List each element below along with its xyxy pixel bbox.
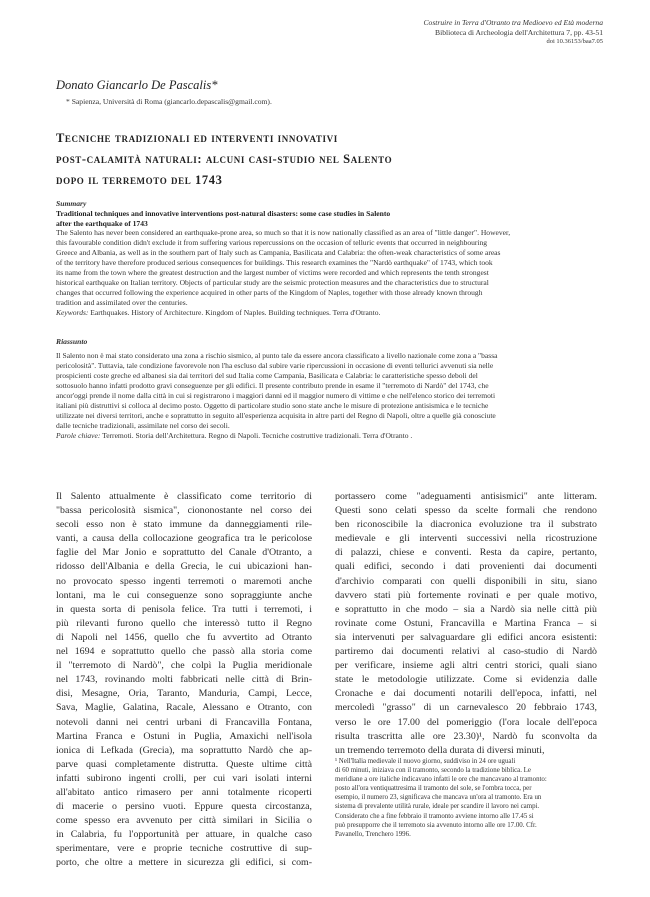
- body-line: disi, Mesagne, Oria, Taranto, Manduria, Campi, Lecce,: [56, 688, 312, 700]
- riassunto-line: Il Salento non è mai stato considerato una zona a rischio sismico, al punto tale da essere ancora classificato a livello nazionale come zona a "bassa: [56, 351, 498, 360]
- body-line: "bassa pericolosità sismica", ciononostante nel corso dei: [56, 505, 312, 517]
- author-name: Donato Giancarlo De Pascalis*: [56, 78, 218, 92]
- summary-line: this favourable condition didn't exclude it from suffering various repercussions on the occasion of telluric events that occurred in neighbouring: [56, 237, 488, 247]
- body-line: per verificare, insieme agli altri centri storici, quali siano: [335, 660, 597, 672]
- keywords-text: Earthquakes. History of Architecture. Kingdom of Naples. Building techniques. Terra d'Otranto.: [88, 307, 381, 317]
- body-line: ben riconoscibile la diacronica evoluzione tra il substrato: [335, 519, 597, 531]
- running-header: [423, 18, 603, 47]
- body-line: faglie del Mar Jonio e soprattutto del Canale d'Otranto, a: [56, 547, 312, 559]
- body-line: rovinate come Ostuni, Francavilla e Martina Franca – si: [335, 617, 597, 629]
- title-line: post-calamità naturali: alcuni casi-studio nel Salento: [56, 152, 393, 166]
- footnote-line: Pavanello, Trenchero 1996.: [335, 830, 411, 838]
- body-line: infatti subirono ingenti crolli, per cui vari isolati interni: [56, 772, 312, 784]
- body-line: portassero come "adeguamenti antisismici" ante litteram.: [335, 491, 597, 502]
- body-line: ridosso dell'Albania e della Grecia, le cui ubicazioni han-: [56, 561, 312, 573]
- body-line: di Napoli nel 1456, quello che fu avvertito ad Otranto: [56, 631, 312, 643]
- body-line: nel 1743, rovinando molti fabbricati nelle città di Brin-: [56, 674, 312, 686]
- body-line: porto, che oltre a mettere in sicurezza gli edifici, si com-: [56, 857, 312, 869]
- footnote-line: sistema di prevalente utilità rurale, ideale per scandire il lavoro nei campi.: [335, 803, 540, 811]
- body-line: risulta trascritta alle ore 23.30)¹, Nardò fu sconvolta da: [335, 730, 597, 742]
- footnote-line: posto all'ora ventiquattresima il tramonto del sole, se l'ombra tocca, per: [335, 785, 532, 793]
- body-line: Sava, Maglie, Galatina, Racale, Alessano e Otranto, con: [56, 702, 312, 714]
- body-line: d'archivio comparati con quelli disponibili in situ, siano: [335, 575, 597, 587]
- footnote-line: esempio, il numero 23, significava che mancava un'ora al tramonto. Era un: [335, 794, 542, 802]
- author-affiliation: * Sapienza, Università di Roma (giancarlo.depascalis@gmail.com).: [66, 97, 272, 106]
- body-line: più rilevanti furono quello che interessò tutto il Regno: [56, 617, 312, 629]
- summary-line: Greece and Albania, as well as in the southern part of Italy such as Campania, Basilicata and Calabria: the often-weak characteristics of some areas: [56, 247, 501, 257]
- footnote-line: può presupporre che il terremoto sia avvenuto intorno alle ore 17.00. Cfr.: [335, 821, 537, 829]
- summary-keywords: [56, 308, 596, 318]
- body-line: secoli esso non è stato immune da danneggiamenti rile-: [56, 519, 312, 531]
- body-line: lontani, ma le cui conseguenze sono sopraggiunte anche: [56, 589, 312, 601]
- body-line: state le metodologie utilizzate. Come si evidenzia dalle: [335, 674, 597, 686]
- summary-line: changes that occurred following the experience acquired in other parts of the Kingdom of Naples, together with those already known through: [56, 287, 483, 297]
- body-line: il "terremoto di Nardò", che colpì la Puglia meridionale: [56, 660, 312, 672]
- summary-line: historical earthquake on Italian territory. Objects of particular study are the seismic protection measures and the characteristics due to structural: [56, 277, 489, 287]
- body-line: nel 1694 e soprattutto quello che passò alla storia come: [56, 646, 312, 658]
- body-line: davvero stati più fortemente rovinati e per quale motivo,: [335, 589, 597, 601]
- parole-chiave-text: Terremoti. Storia dell'Architettura. Regno di Napoli. Tecniche costruttive tradizionali. Terra d'Otranto .: [100, 430, 413, 440]
- body-line: di macerie o persino vuoti. Eppure questa circostanza,: [56, 801, 312, 813]
- riassunto-line: sottosuolo hanno infatti prodotto gravi conseguenze per gli edifici. Il presente contributo prende in esame il "terremoto di Nardò" del 1743, che: [56, 380, 489, 390]
- body-line: sperimentare, vere e proprie tecniche costruttive di sup-: [56, 843, 312, 855]
- summary-line: tradition and assimilated over the centuries.: [56, 297, 188, 307]
- riassunto-line: pericolosità". Tuttavia, tale condizione favorevole non l'ha escluso dal subire varie ripercussioni in occasione di eventi tellurici avvenuti sia nelle: [56, 360, 494, 370]
- riassunto-line: prospicienti coste greche ed albanesi sia dai territori del sud Italia come Campania, Basilicata e Calabria: le caratteristiche spesso deboli del: [56, 370, 478, 380]
- body-line: ionica di Lefkada (Grecia), ma soprattutto Nardò che ap-: [56, 744, 312, 756]
- title-line: dopo il terremoto del 1743: [56, 173, 223, 187]
- riassunto-line: italiani più distruttivi si colloca al decimo posto. Oggetto di particolare studio sono state anche le misure di protezione antisismica e le tecniche: [56, 400, 489, 410]
- body-line: Questi sono celati spesso da scelte formali che rendono: [335, 505, 597, 517]
- summary-line: The Salento has never been considered an earthquake-prone area, so much so that it is now nationally classified as an area of "little danger". However,: [56, 228, 511, 237]
- body-line: quali edifici, secondo i dati provenienti dai documenti: [335, 561, 597, 573]
- article-title: [56, 128, 576, 191]
- summary-heading: Summary: [56, 199, 87, 208]
- body-line: di palazzi, chiese e conventi. Resta da capire, pertanto,: [335, 547, 597, 559]
- summary-title-line: Traditional techniques and innovative interventions post-natural disasters: some case studies in Salento: [56, 209, 391, 218]
- footnote: [335, 757, 597, 839]
- footnote-line: di 60 minuti, iniziava con il tramonto, secondo la tradizione biblica. Le: [335, 767, 531, 775]
- body-line: Il Salento attualmente è classificato come territorio di: [56, 491, 312, 502]
- footnote-line: ¹ Nell'Italia medievale il nuovo giorno, suddiviso in 24 ore uguali: [335, 758, 516, 765]
- body-line: verso le ore 17.00 del pomeriggio (l'ora locale dell'epoca: [335, 716, 597, 728]
- keywords-label: Keywords:: [56, 307, 89, 317]
- body-line: e soprattutto in che modo – sia a Nardò sia nelle città più: [335, 603, 597, 615]
- summary-title-line: after the earthquake of 1743: [56, 218, 148, 228]
- riassunto-heading: Riassunto: [56, 337, 88, 346]
- riassunto-line: utilizzate nei diversi territori, anche e soprattutto in seguito all'esperienza acquisita in altre parti del Regno di Napoli, oltre a quelle già conosciute: [56, 410, 496, 420]
- series-line: Biblioteca di Archeologia dell'Architettura 7, pp. 43-51: [435, 27, 603, 37]
- body-line: parve quasi completamente distrutta. Queste ultime città: [56, 758, 312, 770]
- summary-title: [56, 209, 596, 229]
- body-column-left: [56, 490, 312, 871]
- body-line: Cronache e dai documenti notarili dell'epoca, infatti, nel: [335, 688, 597, 700]
- journal-line: Costruire in Terra d'Otranto tra Medioevo ed Età moderna: [423, 18, 603, 27]
- body-line: sia intervenuti per salvaguardare gli edifici ancora esistenti:: [335, 631, 597, 643]
- body-line: no provocato spesso ingenti terremoti o maremoti anche: [56, 575, 312, 587]
- summary-line: of the territory have therefore produced serious consequences for buildings. This research examines the "Nardò earthquake" of 1743, which took: [56, 257, 493, 267]
- footnote-line: Considerato che a fine febbraio il tramonto avviene intorno alle 17.45 si: [335, 812, 534, 820]
- body-line: all'abitato antico rimasero per anni totalmente ricoperti: [56, 786, 312, 798]
- body-line: Martina Franca e Ostuni in Puglia, Amaxichi nell'isola: [56, 730, 312, 742]
- body-line: vanti, a causa della collocazione geografica tra le pericolose: [56, 533, 312, 545]
- body-line: notevoli danni nei centri urbani di Francavilla Fontana,: [56, 716, 312, 728]
- riassunto-line: dalle tecniche tradizionali, assimilate nel corso dei secoli.: [56, 420, 230, 430]
- riassunto-line: ancor'oggi prende il nome dalla città in cui si registrarono i maggiori danni ed il maggior numero di vittime e che nell'elenco storico dei terremoti: [56, 390, 496, 400]
- body-line: come spesso era avvenuto per città similari in Sicilia o: [56, 815, 312, 827]
- doi-line: doi 10.36153/baa7.05: [546, 38, 603, 45]
- summary-text: [56, 228, 596, 318]
- body-line: partiremo dai documenti relativi al caso-studio di Nardò: [335, 646, 597, 658]
- riassunto-text: [56, 351, 596, 441]
- footnote-line: meridiane a ore italiche indicavano infatti le ore che mancavano al tramonto:: [335, 776, 547, 784]
- parole-chiave-label: Parole chiave:: [56, 430, 101, 440]
- riassunto-keywords: [56, 431, 596, 441]
- body-line: un tremendo terremoto della durata di diversi minuti,: [335, 744, 545, 756]
- body-line: medievale e gli interventi successivi nella ricostruzione: [335, 533, 597, 545]
- summary-line: its name from the town where the greatest destruction and the largest number of victims were recorded and which represents the tenth strongest: [56, 267, 489, 277]
- body-line: in questa sorta di penisola felice. Tra tutti i terremoti, i: [56, 603, 312, 615]
- title-line: Tecniche tradizionali ed interventi innovativi: [56, 131, 338, 145]
- body-line: mercoledì "grasso" di un carnevalesco 20 febbraio 1743,: [335, 702, 597, 714]
- body-line: in Calabria, fu l'opportunità per attuare, in qualche caso: [56, 829, 312, 841]
- body-column-right: [335, 490, 597, 758]
